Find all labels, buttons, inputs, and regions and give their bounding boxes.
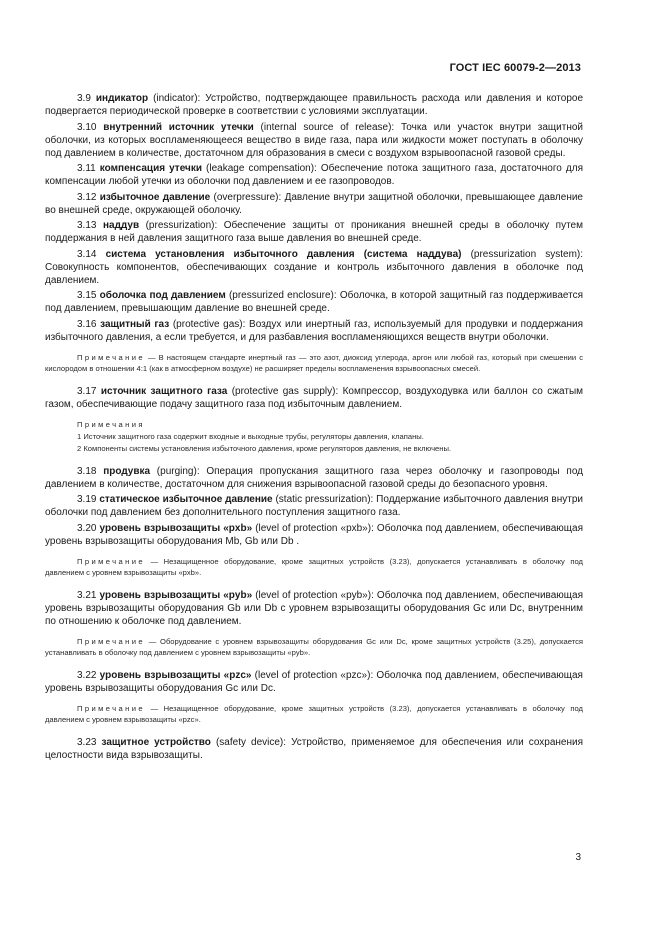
term-3-23: 3.23 защитное устройство (safety device): Устройство, применяемое для обеспечения или сохранения целостности вида взрывозащиты. [45,736,584,761]
note-3-21: Примечание — Оборудование с уровнем взрывозащиты оборудования Gc или Dc, кроме защитных устройств (3.25), допускается устанавливать в оболочку под давлением с уровнем взрывозащиты «pyb». [45,636,583,657]
term-3-18: 3.18 продувка (purging): Операция пропускания защитного газа через оболочку и газопроводы под давлением в количестве, достаточном для снижения взрывоопасной газовой среды до безопасного уровня. [45,465,583,490]
document-header: ГОСТ IEC 60079-2—2013 [449,62,581,74]
term-3-9: 3.9 индикатор (indicator): Устройство, подтверждающее правильность расхода или давления и которое подвергается периодической проверке в соответствии с условиями эксплуатации. [45,93,584,117]
document-body [45,92,583,764]
term-3-22: 3.22 уровень взрывозащиты «pzc» (level of protection «pzc»): Оболочка под давлением, обеспечивающая уровень взрывозащиты оборудования Gc или Dc. [45,669,583,694]
term-3-10: 3.10 внутренний источник утечки (internal source of release): Точка или участок внутри защитной оболочки, из которых воспламеняющееся вещество в виде газа, пара или жидкости может поступать в оболочку под давлением в количестве, достаточном для образования в смеси с воздухом взрывоопасной газовой среды. [45,121,583,159]
term-3-12: 3.12 избыточное давление (overpressure): Давление внутри защитной оболочки, превышающее давление во внешней среде, окружающей оболочку. [45,191,583,216]
note-item: 1 Источник защитного газа содержит входные и выходные трубы, регуляторы давления, клапаны. [77,431,424,441]
term-3-15: 3.15 оболочка под давлением (pressurized enclosure): Оболочка, в которой защитный газ поддерживается под давлением, превышающим давление во внешней среде. [45,290,584,314]
note-item: 2 Компоненты системы установления избыточного давления, кроме регуляторов давления, не включены. [77,443,452,453]
term-3-20: 3.20 уровень взрывозащиты «pxb» (level of protection «pxb»): Оболочка под давлением, обеспечивающая уровень взрывозащиты оборудования Mb, Gb или Db . [45,522,584,547]
term-3-14: 3.14 система установления избыточного давления (система наддува) (pressurization system): Совокупность компонентов, обеспечивающих создание и контроль избыточного давления в оболочке под давлением. [45,248,584,286]
term-3-11: 3.11 компенсация утечки (leakage compensation): Обеспечение потока защитного газа, достаточного для компенсации любой утечки из оболочки под давлением и ее газопроводов. [45,163,583,187]
term-3-19: 3.19 статическое избыточное давление (static pressurization): Поддержание избыточного давления внутри оболочки под давлением без дополнительного поступления защитного газа. [45,494,583,518]
term-3-17: 3.17 источник защитного газа (protective gas supply): Компрессор, воздуходувка или баллон со сжатым газом, обеспечивающие подачу защитного газа под избыточным давлением. [45,385,584,410]
notes-label: Примечания [77,419,145,429]
page-number: 3 [575,852,581,863]
term-3-16: 3.16 защитный газ (protective gas): Воздух или инертный газ, используемый для продувки и поддержания избыточного давления, а если требуется, и для разбавления воспламеняющихся веществ внутри оболочки. [45,318,584,343]
note-3-22: Примечание — Незащищенное оборудование, кроме защитных устройств (3.23), допускается устанавливать в оболочку под давлением с уровнем взрывозащиты «pzc». [45,703,583,724]
term-3-21: 3.21 уровень взрывозащиты «pyb» (level of protection «pyb»): Оболочка под давлением, обеспечивающая уровень взрывозащиты оборудования Gb или Db с уровнем взрывозащиты оборудования Gc или Dc, внутренним по отношению к оболочке под давлением. [45,589,584,627]
note-3-16: Примечание — В настоящем стандарте инертный газ — это азот, диоксид углерода, аргон или любой газ, который при смешении с кислородом в отношении 4:1 (как в атмосферном воздухе) не расширяет пределы воспламенения взрывоопасных смесей. [45,352,583,373]
note-3-20: Примечание — Незащищенное оборудование, кроме защитных устройств (3.23), допускается устанавливать в оболочку под давлением с уровнем взрывозащиты «pxb». [45,556,583,577]
notes-3-17 [45,419,583,455]
term-3-13: 3.13 наддув (pressurization): Обеспечение защиты от проникания внешней среды в оболочку путем поддержания в ней давления защитного газа выше давления во внешней среде. [45,220,583,244]
